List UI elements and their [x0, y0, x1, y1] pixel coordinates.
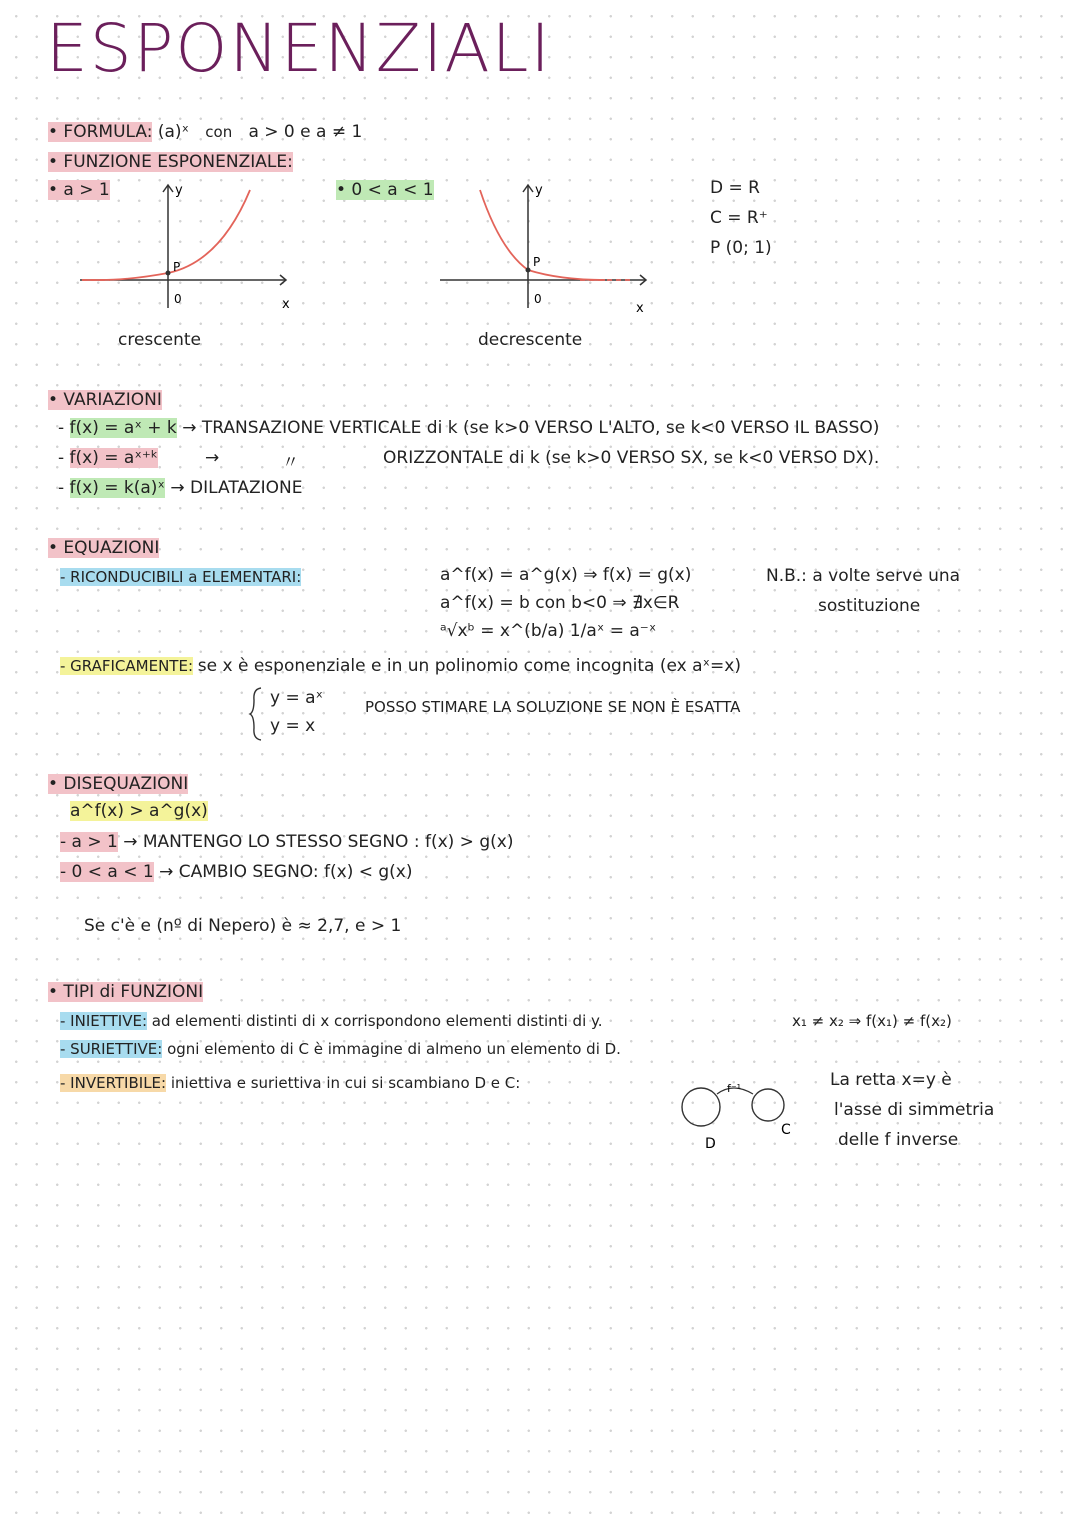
- domain: D = R: [710, 178, 760, 198]
- page-title: ESPONENZIALI: [46, 10, 552, 87]
- disequazioni-rule-2: - 0 < a < 1 → CAMBIO SEGNO: f(x) < g(x): [60, 862, 413, 882]
- formula-line: [48, 122, 362, 142]
- graph1-curve: [82, 190, 250, 280]
- graph2-x-label: x: [636, 301, 644, 315]
- graph2-y-label: y: [535, 183, 543, 198]
- invertibile-line: [60, 1074, 520, 1092]
- formula-cond-word: con: [205, 123, 233, 141]
- disequazioni-expr: a^f(x) > a^g(x): [70, 801, 208, 821]
- variazioni-expr-2: f(x) = aˣ⁺ᵏ: [69, 448, 159, 468]
- variazioni-expr-1: f(x) = aˣ + k: [69, 418, 177, 438]
- variazioni-text-3: → DILATAZIONE: [170, 478, 303, 498]
- funzione-label: • FUNZIONE ESPONENZIALE:: [48, 152, 293, 172]
- equazione-3: ᵃ√xᵇ = x^(b/a) 1/aˣ = a⁻ˣ: [440, 621, 657, 641]
- iniettive-line: [60, 1012, 603, 1030]
- retta-line-2: l'asse di simmetria: [834, 1100, 995, 1120]
- graph1-point-label: P: [173, 260, 181, 274]
- graph2-point: [526, 268, 531, 273]
- variazioni-expr-3: f(x) = k(a)ˣ: [69, 478, 165, 498]
- suriettive-text: ogni elemento di C è immagine di almeno un elemento di D.: [167, 1040, 621, 1058]
- riconducibili-label: - RICONDUCIBILI a ELEMENTARI:: [60, 568, 302, 586]
- graficamente-text: se x è esponenziale e in un polinomio come incognita (ex aˣ=x): [197, 656, 741, 676]
- caption-decrescente: decrescente: [478, 330, 583, 350]
- nb-line-2: sostituzione: [818, 596, 921, 616]
- equazione-1: a^f(x) = a^g(x) ⇒ f(x) = g(x): [440, 565, 692, 585]
- case-a-gt-1: • a > 1: [48, 180, 110, 200]
- variazioni-line-2: - f(x) = aˣ⁺ᵏ: [58, 448, 159, 468]
- tipi-label: • TIPI di FUNZIONI: [48, 982, 204, 1002]
- variazioni-line-3: - f(x) = k(a)ˣ → DILATAZIONE: [58, 478, 303, 498]
- suriettive-label: - SURIETTIVE:: [60, 1040, 163, 1058]
- stima-text: POSSO STIMARE LA SOLUZIONE SE NON È ESATTA: [365, 698, 741, 716]
- retta-line-3: delle f inverse: [838, 1130, 959, 1150]
- variazioni-text-1: → TRANSAZIONE VERTICALE di k (se k>0 VERSO L'ALTO, se k<0 VERSO IL BASSO): [182, 418, 880, 438]
- disequazioni-label: • DISEQUAZIONI: [48, 774, 189, 794]
- caption-crescente: crescente: [118, 330, 201, 350]
- disequazioni-rule-1: - a > 1 → MANTENGO LO STESSO SEGNO : f(x) > g(x): [60, 832, 514, 852]
- system-eq-2: y = x: [270, 716, 316, 736]
- variazioni-arrow-2: →: [205, 448, 220, 468]
- nepero-note: Se c'è e (nº di Nepero) è ≈ 2,7, e > 1: [84, 916, 402, 936]
- graph1-origin: 0: [174, 292, 182, 306]
- graph1-y-label: y: [175, 183, 183, 198]
- retta-line-1: La retta x=y è: [830, 1070, 952, 1090]
- diagram-c-label: C: [781, 1122, 791, 1138]
- system-eq-1: y = aˣ: [270, 688, 324, 708]
- formula-label: • FORMULA:: [48, 122, 153, 142]
- formula-cond: a > 0 e a ≠ 1: [248, 122, 363, 142]
- iniettive-formula: x₁ ≠ x₂ ⇒ f(x₁) ≠ f(x₂): [792, 1012, 952, 1030]
- invertibile-label: - INVERTIBILE:: [60, 1074, 167, 1092]
- graph2-curve: [480, 190, 605, 280]
- variazioni-ditto-2: 〃: [282, 453, 299, 473]
- diagram-d-label: D: [705, 1136, 716, 1152]
- system-brace: [248, 686, 264, 742]
- invertibile-text: iniettiva e suriettiva in cui si scambiano D e C:: [170, 1074, 521, 1092]
- graficamente-line: [60, 656, 741, 676]
- graph-decrescente: [430, 180, 660, 315]
- variazioni-text-2: ORIZZONTALE di k (se k>0 VERSO SX, se k<0 VERSO DX).: [383, 448, 880, 468]
- graficamente-label: - GRAFICAMENTE:: [60, 657, 194, 675]
- codomain: C = R⁺: [710, 208, 768, 228]
- graph2-point-label: P: [533, 255, 541, 269]
- graph1-point: [166, 271, 171, 276]
- diagram-set-d: [682, 1088, 720, 1126]
- variazioni-label: • VARIAZIONI: [48, 390, 162, 410]
- invertibile-diagram: [665, 1080, 815, 1155]
- case-a-lt-1: • 0 < a < 1: [336, 180, 434, 200]
- suriettive-line: [60, 1040, 621, 1058]
- graph-crescente: [70, 180, 300, 315]
- variazioni-line-1: - f(x) = aˣ + k → TRANSAZIONE VERTICALE di k (se k>0 VERSO L'ALTO, se k<0 VERSO IL BASSO): [58, 418, 880, 438]
- graph2-origin: 0: [534, 292, 542, 306]
- point-coords: P (0; 1): [710, 238, 772, 258]
- nb-line-1: N.B.: a volte serve una: [766, 566, 961, 586]
- diagram-finv-label: f⁻¹: [727, 1082, 742, 1095]
- iniettive-text: ad elementi distinti di x corrispondono elementi distinti di y.: [151, 1012, 603, 1030]
- equazioni-label: • EQUAZIONI: [48, 538, 160, 558]
- graph1-x-label: x: [282, 297, 290, 312]
- equazione-2: a^f(x) = b con b<0 ⇒ ∄x∈R: [440, 593, 680, 613]
- diagram-set-c: [752, 1089, 784, 1121]
- iniettive-label: - INIETTIVE:: [60, 1012, 148, 1030]
- formula-expr: (a)ˣ: [157, 122, 190, 142]
